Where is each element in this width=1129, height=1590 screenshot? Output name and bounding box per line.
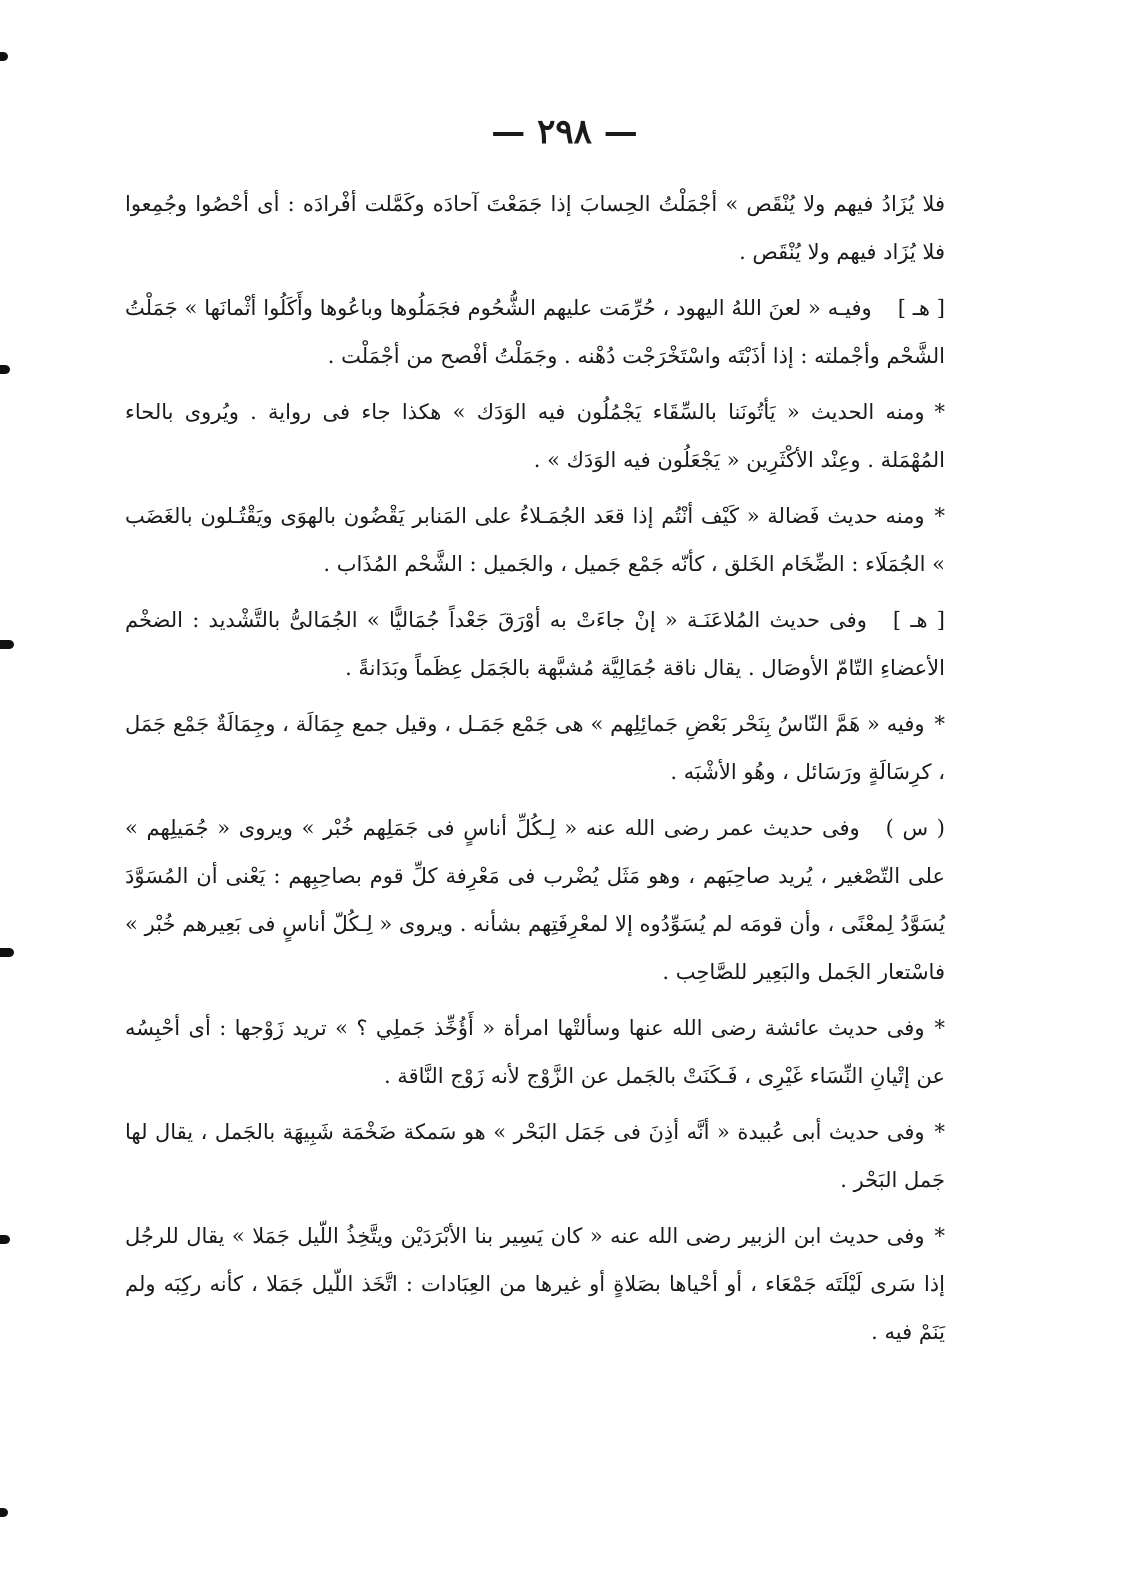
paragraph-2	[125, 284, 945, 380]
paragraph-1	[125, 180, 945, 276]
paragraph-marker: *	[934, 400, 945, 424]
paragraph-marker: *	[934, 1016, 945, 1040]
paragraph-text: وفى حديث عائشة رضى الله عنها وسألتْها امرأة « أَؤُخِّذ جَملِي ؟ » تريد زَوْجها : أى أحْبِسُه عن إتْيانِ النِّسَاء غَيْرِى ، فَـكَنَتْ بالجَمل عن الزَّوْج لأنه زَوْج النَّاقة .	[125, 1016, 945, 1088]
paragraph-marker: [ هـ ]	[897, 296, 945, 320]
paragraph-text: وفى حديث ابن الزبير رضى الله عنه « كان يَسِير بنا الأبْرَدَيْن ويتَّخِذُ اللّيل جَمَلا » يقال للرجُل إذا سَرى لَيْلَتَه جَمْعَاء ، أو أحْياها بصَلاةٍ أو غيرها من العِبَادات : اتَّخَذ اللّيل جَمَلا ، كأنه ركِبَه ولم يَنَمْ فيه .	[125, 1224, 945, 1344]
scan-edge-mark	[0, 52, 8, 61]
scan-edge-mark	[0, 640, 14, 649]
scan-edge-mark	[0, 1235, 10, 1244]
paragraph-4	[125, 492, 945, 588]
paragraph-3	[125, 388, 945, 484]
paragraph-6	[125, 700, 945, 796]
paragraph-text: وفى حديث أبى عُبيدة « أنَّه أذِنَ فى جَمَل البَحْر » هو سَمكة ضَخْمَة شَبِيهَة بالجَمل ، يقال لها جَمل البَحْر .	[125, 1120, 945, 1192]
paragraph-marker: *	[934, 1224, 945, 1248]
paragraph-9	[125, 1108, 945, 1204]
paragraph-text: وفى حديث المُلاعَنَـة « إنْ جاءَتْ به أوْرَقَ جَعْداً جُمَاليًّا » الجُمَالىُّ بالتَّشْديد : الضخْم الأعضاءِ التّامّ الأوصَال . يقال ناقة جُمَالِيَّة مُشبَّهة بالجَمَل عِظَماً وبَدَانةً .	[125, 608, 945, 680]
scan-edge-mark	[0, 1508, 8, 1517]
paragraph-text: ومنه حديث فَضالة « كَيْف أنْتُم إذا قعَد الجُمَـلاءُ على المَنابر يَقْضُون بالهوَى ويَقْتُـلون بالغَضَب » الجُمَلَاء : الضِّخَام الخَلق ، كأنّه جَمْع جَميل ، والجَميل : الشَّحْم المُذَاب .	[125, 504, 945, 576]
paragraph-text: وفيـه « لعنَ اللهُ اليهود ، حُرِّمَت عليهم الشُّحُوم فجَمَلُوها وباعُوها وأَكَلُوا أثْمانَها » جَمَلْتُ الشَّحْم وأجْملته : إذا أذَبْتَه واسْتَخْرَجْت دُهْنه . وجَمَلْتُ أفْصح من أجْمَلْت .	[125, 296, 945, 368]
paragraph-text: ومنه الحديث « يَأتُونَنا بالسِّقَاء يَجْمُلُون فيه الوَدَك » هكذا جاء فى رواية . ويُروى بالحاء المُهْمَلة . وعِنْد الأكْثَرِين « يَجْعَلُون فيه الوَدَك » .	[125, 400, 945, 472]
paragraph-marker: *	[934, 504, 945, 528]
paragraph-5	[125, 596, 945, 692]
paragraph-text: وفيه « هَمَّ النّاسُ بِنَحْر بَعْضِ جَمائِلِهم » هى جَمْع جَمَـل ، وقيل جمع جِمَالَة ، وجِمَالَةٌ جَمْع جَمَل ، كرِسَالَةٍ ورَسَائل ، وهُو الأشْبَه .	[125, 712, 945, 784]
page-number: — ٢٩٨ —	[491, 112, 638, 152]
paragraph-text: فلا يُزَادُ فيهم ولا يُنْقَص » أجْمَلْتُ الحِسابَ إذا جَمَعْتَ آحادَه وكَمَّلت أفْرادَه : أى أحْصُوا وجُمِعوا فلا يُزَاد فيهم ولا يُنْقَص .	[125, 192, 945, 264]
paragraph-marker: *	[934, 1120, 945, 1144]
paragraph-text: وفى حديث عمر رضى الله عنه « لِـكُلِّ أناسٍ فى جَمَلِهم خُبْر » ويروى « جُمَيلِهم » على التّصْغير ، يُريد صاحِبَهم ، وهو مَثَل يُضْرب فى مَعْرِفة كلِّ قوم بصاحِبِهم : يَعْنى أن المُسَوَّدَ يُسَوَّدُ لِمعْنًى ، وأن قومَه لم يُسَوِّدُوه إلا لمعْرِفَتِهم بشأنه . ويروى « لِـكُلّ أناسٍ فى بَعِيرهم خُبْر » فاسْتعار الجَمل والبَعِير للصَّاحِب .	[125, 816, 945, 984]
paragraph-marker: *	[934, 712, 945, 736]
paragraph-10	[125, 1212, 945, 1356]
paragraph-8	[125, 1004, 945, 1100]
paragraph-marker: ( س )	[885, 816, 945, 840]
text-body	[125, 180, 945, 1364]
paragraph-7	[125, 804, 945, 996]
paragraph-marker: [ هـ ]	[892, 608, 945, 632]
scan-edge-mark	[0, 365, 10, 374]
scan-edge-mark	[0, 948, 14, 957]
